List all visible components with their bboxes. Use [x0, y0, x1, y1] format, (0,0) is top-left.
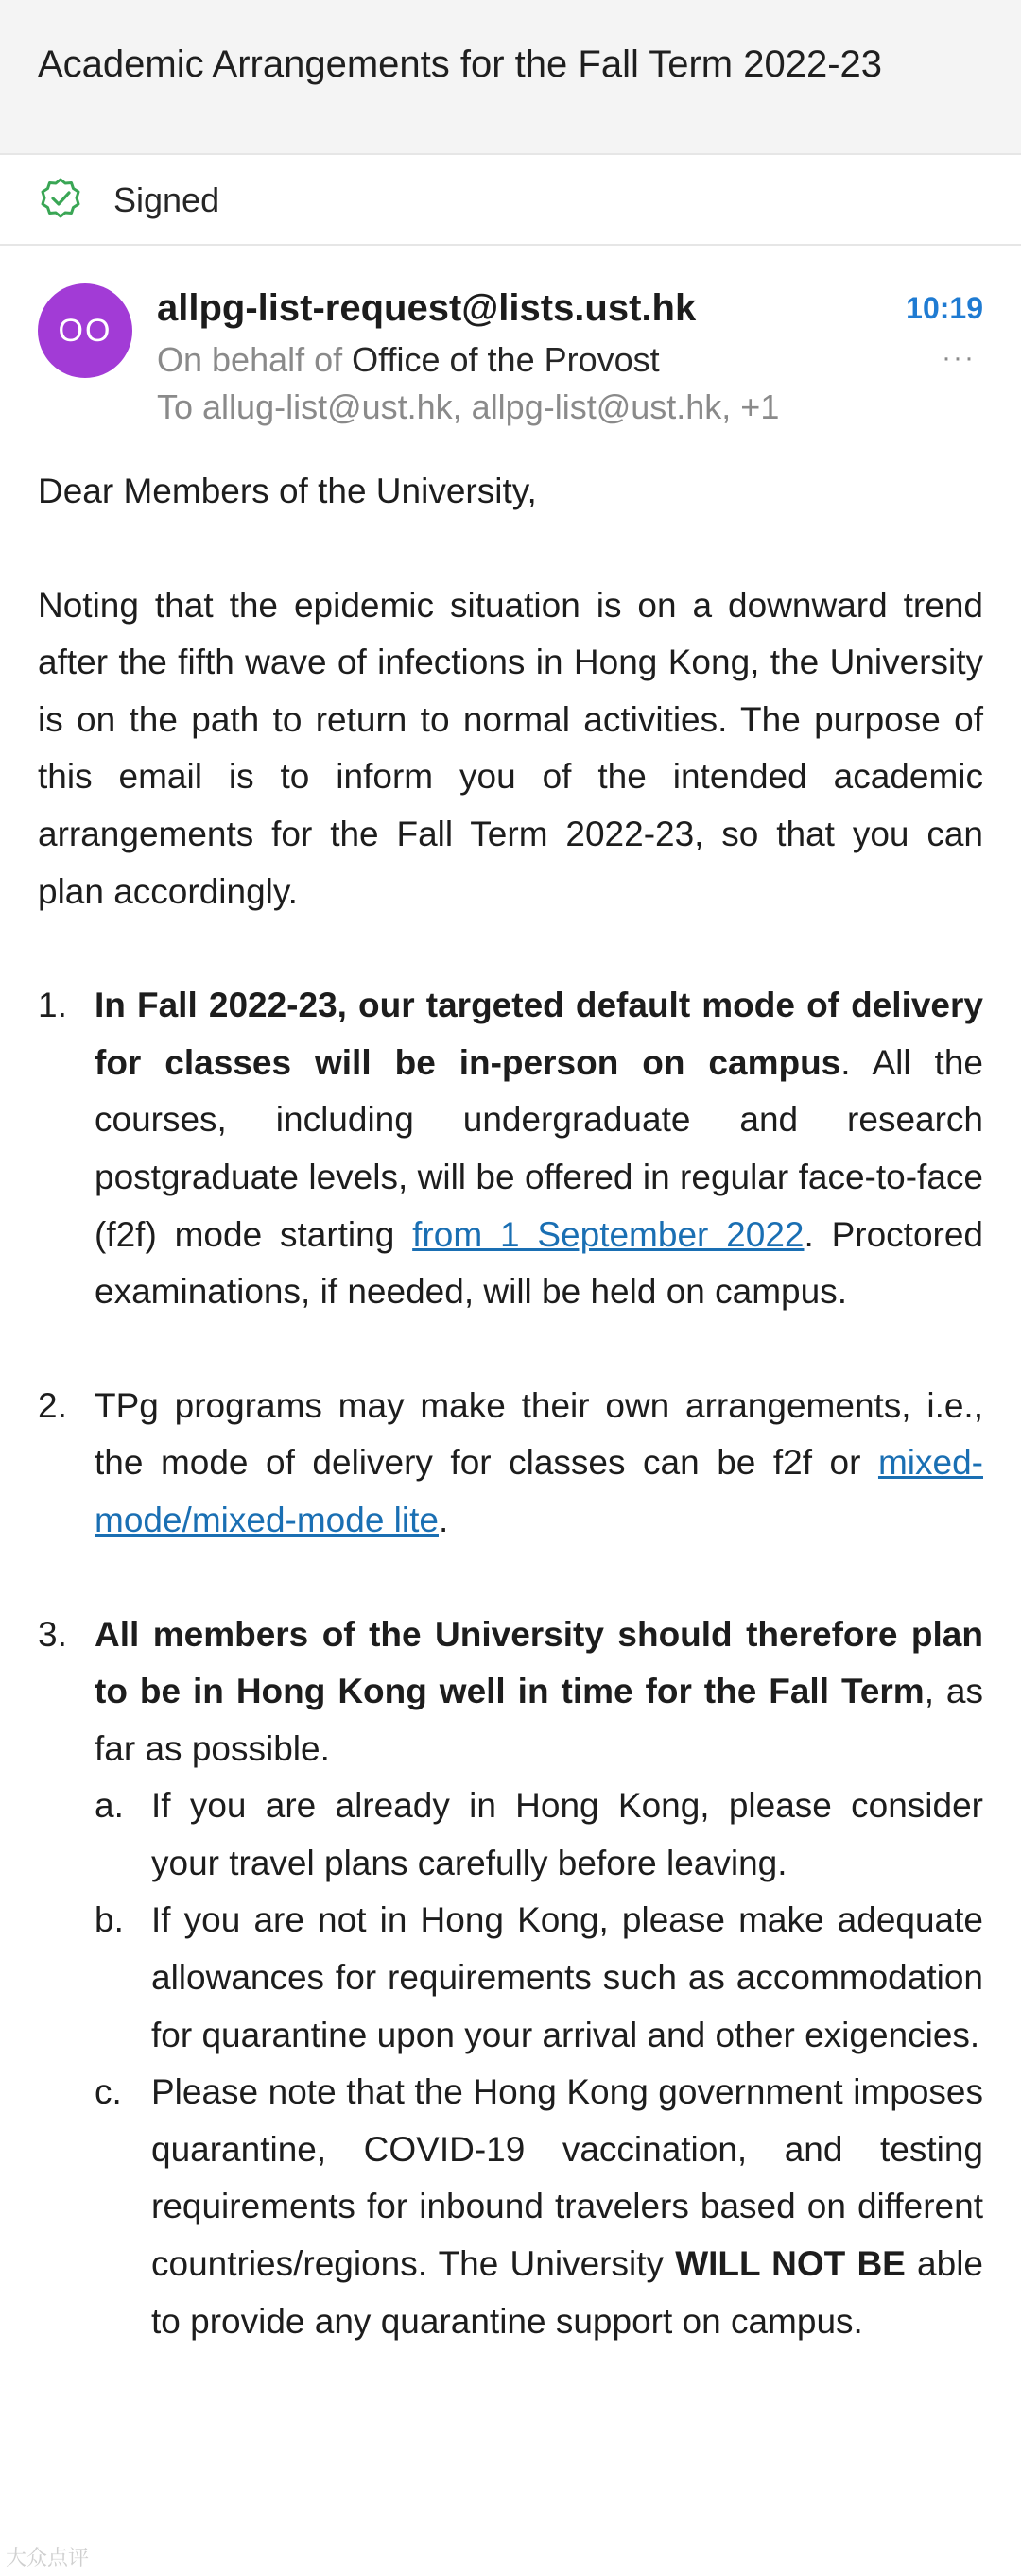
item1-text-a: . All the courses, including undergraduate and research postgraduate levels, will be offered in regular face-to-face (f2f) mode starting — [95, 1042, 983, 1254]
item-number: 1. — [38, 986, 67, 1025]
sender-avatar[interactable]: OO — [38, 283, 132, 378]
on-behalf-prefix: On behalf of — [157, 340, 353, 379]
item2-text: TPg programs may make their own arrangements, i.e., the mode of delivery for classes can be f2f or — [95, 1385, 983, 1483]
sub-item-text: If you are not in Hong Kong, please make adequate allowances for requirements such as accommodation for quarantine upon your arrival and other exigencies. — [151, 1900, 983, 2054]
sub-item-letter: a. — [95, 1786, 124, 1826]
sub-item-b — [95, 1892, 983, 2064]
item3-text: , as far as possible. — [95, 1672, 983, 1768]
verified-badge-icon — [38, 176, 83, 221]
start-date-link[interactable]: from 1 September 2022 — [412, 1214, 805, 1254]
divider — [0, 244, 1021, 246]
email-body — [38, 463, 983, 2350]
sender-address[interactable]: allpg-list-request@lists.ust.hk — [157, 287, 697, 329]
on-behalf-org: Office of the Provost — [352, 340, 660, 379]
list-item-1 — [38, 977, 983, 1321]
sub-item-text-b: able to provide any quarantine support on campus. — [151, 2244, 984, 2341]
email-subject: Academic Arrangements for the Fall Term 2022-23 — [38, 43, 883, 85]
item-number: 3. — [38, 1614, 67, 1654]
sub-item-letter: c. — [95, 2072, 122, 2112]
sub-item-text-a: Please note that the Hong Kong government imposes quarantine, COVID-19 vaccination, and testing requirements for inbound travelers based on different countries/regions. The University — [151, 2072, 983, 2284]
received-time: 10:19 — [906, 291, 983, 325]
sub-item-letter: b. — [95, 1900, 124, 1940]
sub-item-text: If you are already in Hong Kong, please consider your travel plans carefully before leaving. — [151, 1786, 983, 1882]
item-number: 2. — [38, 1385, 67, 1425]
item3-bold: All members of the University should therefore plan to be in Hong Kong well in time for the Fall Term — [95, 1614, 983, 1711]
greeting: Dear Members of the University, — [38, 472, 537, 510]
more-options-icon[interactable]: ··· — [942, 342, 976, 373]
list-item-2 — [38, 1378, 983, 1550]
signed-row[interactable] — [0, 155, 1021, 244]
signed-label: Signed — [113, 180, 220, 219]
sub-item-bold: WILL NOT BE — [675, 2244, 906, 2284]
item1-bold: In Fall 2022-23, our targeted default mode of delivery for classes will be in-person on campus — [95, 986, 983, 1082]
recipients-line[interactable]: To allug-list@ust.hk, allpg-list@ust.hk, +1 — [157, 387, 780, 426]
list-item-3 — [38, 1606, 983, 2351]
intro-paragraph: Noting that the epidemic situation is on a downward trend after the fifth wave of infections in Hong Kong, the University is on the path to return to normal activities. The purpose of this email is to inform you of the intended academic arrangements for the Fall Term 2022-23, so that you can plan accordingly. — [38, 585, 983, 911]
mixed-mode-link[interactable]: mixed-mode/mixed-mode lite — [95, 1443, 983, 1539]
on-behalf-line — [157, 338, 660, 382]
sub-item-c — [95, 2064, 983, 2350]
item2-end: . — [438, 1500, 449, 1539]
watermark: 大众点评 — [6, 2546, 90, 2569]
item1-text-b: . Proctored examinations, if needed, will be held on campus. — [95, 1214, 983, 1312]
sub-item-a — [95, 1777, 983, 1892]
subject-bar — [0, 0, 1021, 153]
